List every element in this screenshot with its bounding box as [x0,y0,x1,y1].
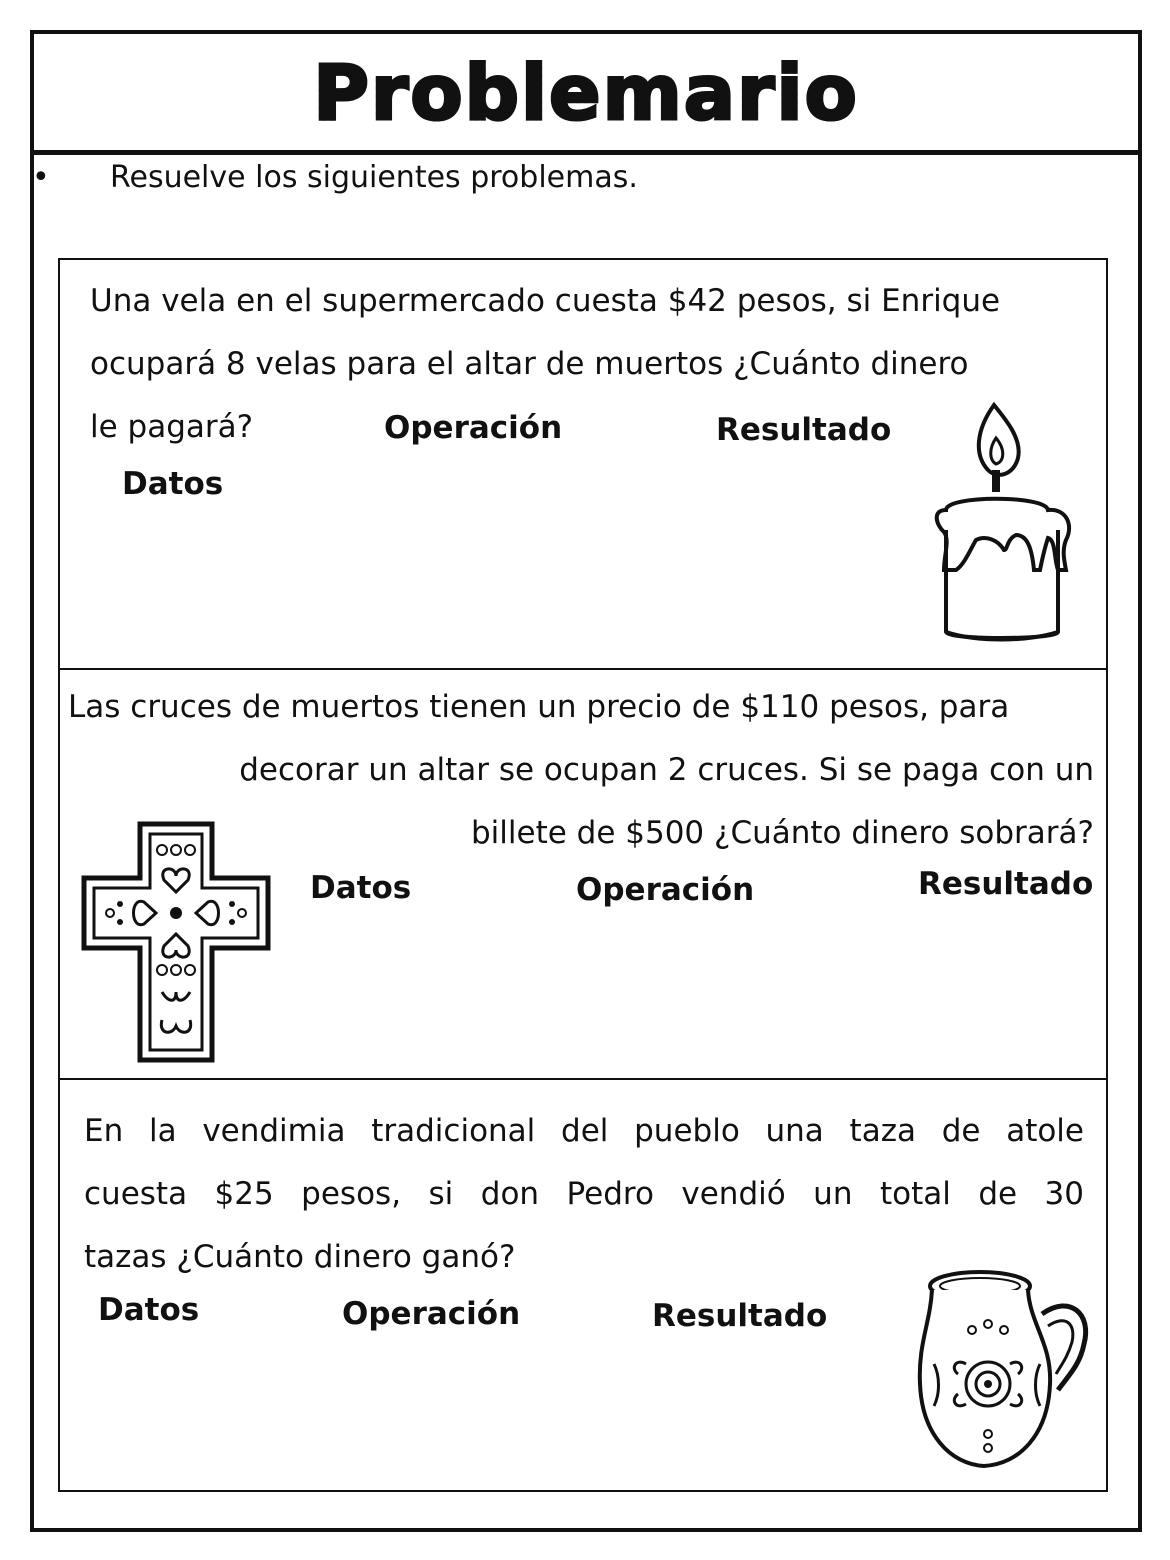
operacion-label: Operación [576,872,755,908]
resultado-label: Resultado [652,1298,828,1334]
candle-icon [916,400,1086,645]
operacion-label: Operación [384,410,563,446]
jug-icon [910,1264,1090,1476]
problem-box-2 [58,668,1108,1080]
operacion-label: Operación [342,1296,521,1332]
datos-label: Datos [98,1292,200,1328]
problem-3-line-3: tazas ¿Cuánto dinero ganó? [84,1239,516,1275]
bullet: • [32,160,50,195]
problem-1-line-2: ocupará 8 velas para el altar de muertos ¿Cuánto dinero [90,346,969,382]
instruction [32,160,638,195]
problem-box-1 [58,258,1108,670]
problem-1-line-1: Una vela en el supermercado cuesta $42 pesos, si Enrique [90,283,1001,319]
cross-icon [78,820,274,1066]
datos-label: Datos [122,466,224,502]
problem-3-line-1: En la vendimia tradicional del pueblo una taza de atole [84,1113,1084,1149]
problem-3-line-2: cuesta $25 pesos, si don Pedro vendió un total de 30 [84,1176,1084,1212]
page-title-text: Problemario [313,48,859,137]
resultado-label: Resultado [716,412,892,448]
problem-2-line-2: decorar un altar se ocupan 2 cruces. Si se paga con un [239,752,1094,788]
problem-text-3 [84,1100,1084,1289]
instruction-text: Resuelve los siguientes problemas. [110,160,638,195]
resultado-label: Resultado [918,866,1094,902]
problem-2-line-1: Las cruces de muertos tienen un precio de $110 pesos, para [68,689,1010,725]
problem-box-3 [58,1078,1108,1492]
problem-2-line-3: billete de $500 ¿Cuánto dinero sobrará? [470,815,1094,851]
page-title [34,48,1138,137]
title-bar [34,34,1138,155]
problem-1-line-3: le pagará? [90,409,254,445]
datos-label: Datos [310,870,412,906]
